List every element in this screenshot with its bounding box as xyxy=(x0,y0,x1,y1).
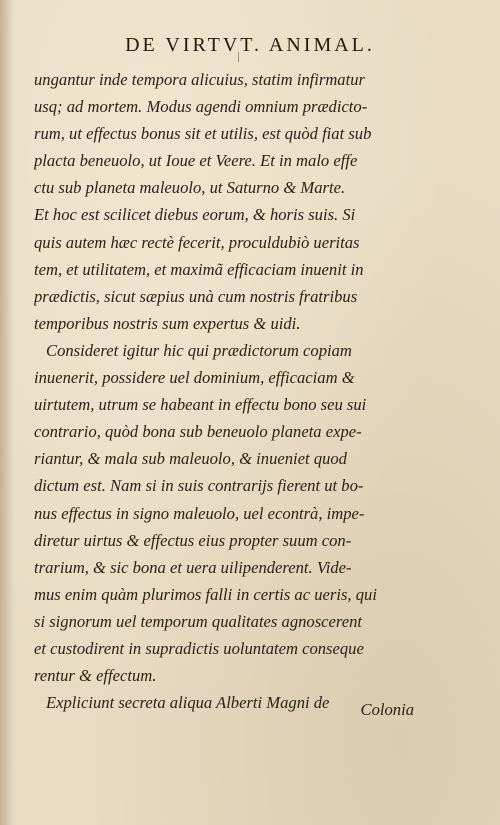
catchword: Colonia xyxy=(360,700,414,719)
text-line: et custodirent in supradictis uoluntatem conseque xyxy=(34,638,364,658)
text-block xyxy=(34,66,474,716)
text-line: quis autem hæc rectè fecerit, proculdubiò ueritas xyxy=(34,232,360,252)
text-line: contrario, quòd bona sub beneuolo planeta expe- xyxy=(34,422,362,442)
text-line: Et hoc est scilicet diebus eorum, & horis suis. Si xyxy=(34,205,356,225)
text-line: rentur & effectum. xyxy=(34,666,157,686)
text-line: ctu sub planeta maleuolo, ut Saturno & Marte. xyxy=(34,178,346,198)
explicit-line: Expliciunt secreta aliqua Alberti Magni de xyxy=(46,693,330,713)
text-line: si signorum uel temporum qualitates agnoscerent xyxy=(34,611,363,631)
text-line: diretur uirtus & effectus eius propter suum con- xyxy=(34,530,352,550)
text-line: prædictis, sicut sæpius unà cum nostris fratribus xyxy=(34,286,358,306)
text-line: nus effectus in signo maleuolo, uel econtrà, impe- xyxy=(34,503,365,523)
text-line: temporibus nostris sum expertus & uidi. xyxy=(34,313,301,333)
text-line: rum, ut effectus bonus sit et utilis, est quòd fiat sub xyxy=(34,124,372,144)
text-line: placta beneuolo, ut Ioue et Veere. Et in malo effe xyxy=(34,151,358,171)
paragraph-start-line: Consideret igitur hic qui prædictorum copiam xyxy=(46,340,352,360)
text-line: uirtutem, utrum se habeant in effectu bono seu sui xyxy=(34,395,367,415)
text-line: dictum est. Nam si in suis contrarijs fierent ut bo- xyxy=(34,476,364,496)
gutter-shadow xyxy=(0,0,14,825)
text-line: ungantur inde tempora alicuius, statim infirmatur xyxy=(34,70,365,89)
text-line: inuenerit, possidere uel dominium, efficaciam & xyxy=(34,368,355,388)
text-line: mus enim quàm plurimos falli in certis ac ueris, qui xyxy=(34,584,377,604)
text-line: usq; ad mortem. Modus agendi omnium prædicto- xyxy=(34,97,368,117)
text-line: trarium, & sic bona et uera uilipenderent. Vide- xyxy=(34,557,352,577)
text-line: tem, et utilitatem, et maximã efficaciam inuenit in xyxy=(34,259,364,279)
running-head: DE VIRTVT. ANIMAL. xyxy=(125,34,375,56)
text-line: riantur, & mala sub maleuolo, & inueniet quod xyxy=(34,449,347,469)
